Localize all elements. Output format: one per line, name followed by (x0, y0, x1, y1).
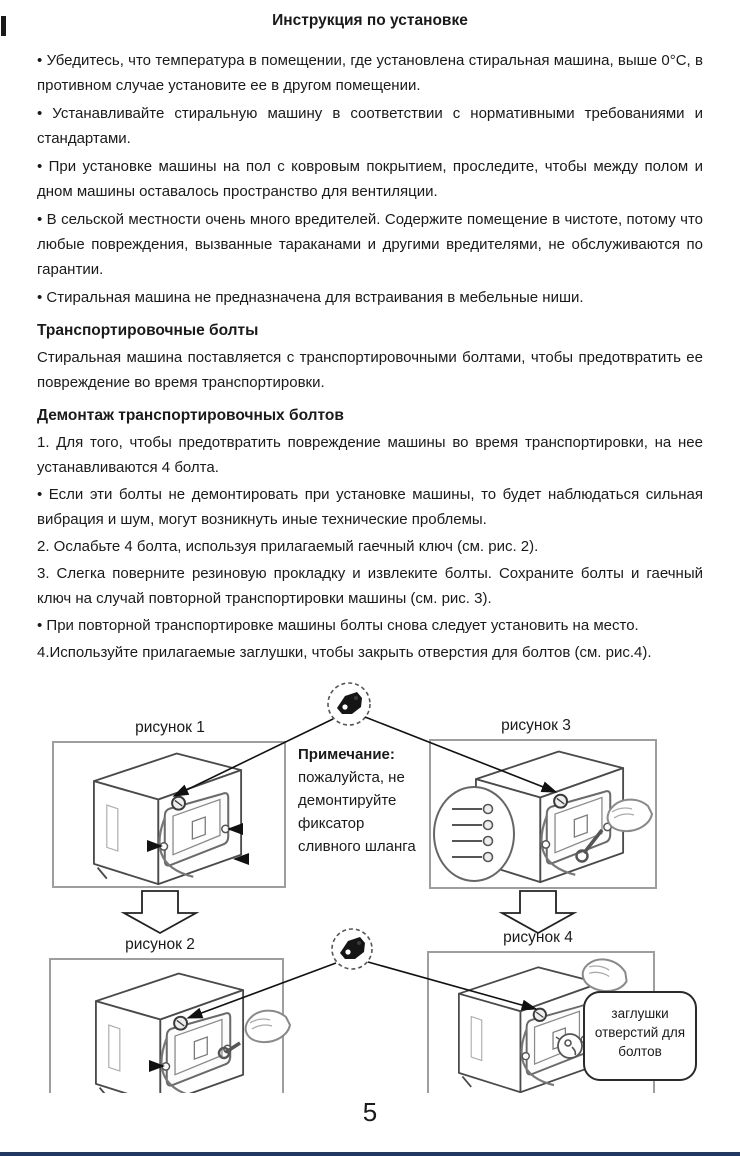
bullet-niche: • Стиральная машина не предназначена для встраивания в мебельные ниши. (37, 289, 584, 306)
note-block (298, 743, 432, 858)
note-line: сливного шланга (298, 838, 416, 855)
figure-label-3: рисунок 3 (501, 717, 571, 734)
note-line: фиксатор (298, 815, 365, 832)
bullet-pests: • В сельской местности очень много вредителей. Содержите помещение в чистоте, потому что любые повреждения, вызванные тараканами и другими вредителями, не обслуживаются по гарантии. (37, 211, 703, 278)
footer-rule (0, 1152, 740, 1156)
bullet-carpet: • При установке машины на пол с ковровым покрытием, проследите, чтобы между полом и дном машины оставалось пространство для вентиляции. (37, 158, 703, 200)
heading-transport-bolts: Транспортировочные болты (37, 322, 259, 339)
bolts-detail-ellipse (434, 787, 514, 881)
washing-machine-fig2 (96, 974, 243, 1093)
figure-label-2: рисунок 2 (125, 936, 195, 953)
callout-text (586, 1004, 694, 1061)
removal-step-1: 1. Для того, чтобы предотвратить повреждение машины во время транспортировки, на нее устанавливаются 4 болта. (37, 434, 703, 476)
callout-line: болтов (618, 1044, 662, 1059)
removal-step-2: 2. Ослабьте 4 болта, используя прилагаемый гаечный ключ (см. рис. 2). (37, 538, 539, 555)
callout-line: отверстий для (594, 1025, 686, 1040)
drain-hose-clamp-icon (332, 929, 372, 969)
page-title: Инструкция по установке (272, 12, 468, 29)
down-block-arrow-icon (124, 891, 574, 933)
callout-line: заглушки (611, 1006, 669, 1021)
removal-step-3: 3. Слегка поверните резиновую прокладку и извлеките болты. Сохраните болты и гаечный ключ на случай повторной транспортировки машины (см. рис. 3). (37, 565, 703, 607)
bullet-standards: • Устанавливайте стиральную машину в соответствии с нормативными требованиями и стандартами. (37, 105, 703, 147)
page-number: 5 (362, 1097, 378, 1127)
installation-diagram (0, 675, 740, 1093)
washing-machine-fig4 (459, 967, 600, 1092)
note-title: Примечание: (298, 746, 395, 763)
heading-bolt-removal: Демонтаж транспортировочных болтов (37, 407, 344, 424)
washing-machine-fig1 (94, 754, 241, 885)
note-line: демонтируйте (298, 792, 397, 809)
removal-note-reinstall: • При повторной транспортировке машины болты снова следует установить на место. (37, 617, 639, 634)
bullet-temperature: • Убедитесь, что температура в помещении, где установлена стиральная машина, выше 0°C, в противном случае установите ее в другом помещении. (37, 52, 703, 94)
removal-note-vibration: • Если эти болты не демонтировать при установке машины, то будет наблюдаться сильная вибрация и шум, могут возникнуть иные технические проблемы. (37, 486, 703, 528)
figure-label-4: рисунок 4 (503, 929, 573, 946)
figure-label-1: рисунок 1 (135, 719, 205, 736)
transport-bolts-body: Стиральная машина поставляется с транспортировочными болтами, чтобы предотвратить ее повреждение во время транспортировки. (37, 349, 703, 391)
scan-artifact-mark (1, 16, 6, 36)
drain-hose-clamp-icon (328, 683, 370, 725)
removal-step-4: 4.Используйте прилагаемые заглушки, чтобы закрыть отверстия для болтов (см. рис.4). (37, 644, 652, 661)
note-line: пожалуйста, не (298, 769, 405, 786)
